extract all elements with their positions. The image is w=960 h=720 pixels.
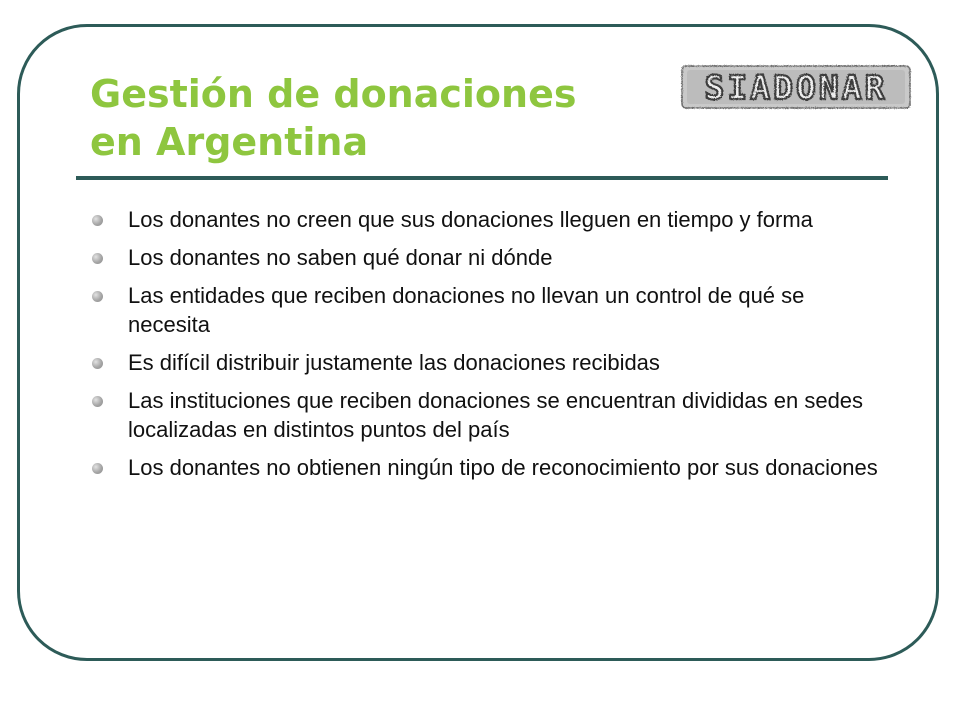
slide-title [90, 70, 576, 166]
bullet-icon [92, 463, 103, 474]
bullet-item [92, 348, 892, 377]
title-line-1: Gestión de donaciones [90, 72, 577, 116]
bullet-item [92, 453, 892, 482]
bullet-text: Los donantes no obtienen ningún tipo de reconocimiento por sus donaciones [128, 455, 878, 480]
title-line-2: en Argentina [90, 120, 369, 164]
bullet-text: Los donantes no saben qué donar ni dónde [128, 245, 553, 270]
bullet-icon [92, 215, 103, 226]
bullet-item [92, 243, 892, 272]
bullet-text: Las instituciones que reciben donaciones se encuentran divididas en sedes localizadas en distintos puntos del país [128, 388, 864, 442]
logo-text: SIADONAR [704, 68, 888, 107]
bullet-icon [92, 291, 103, 302]
bullet-icon [92, 253, 103, 264]
bullet-item [92, 386, 892, 444]
bullet-list [92, 205, 892, 491]
bullet-item [92, 205, 892, 234]
bullet-text: Es difícil distribuir justamente las donaciones recibidas [128, 350, 660, 375]
siadonar-logo [680, 62, 912, 112]
bullet-icon [92, 396, 103, 407]
title-divider [76, 176, 888, 180]
bullet-text: Las entidades que reciben donaciones no llevan un control de qué se necesita [128, 283, 805, 337]
bullet-icon [92, 358, 103, 369]
bullet-text: Los donantes no creen que sus donaciones lleguen en tiempo y forma [128, 207, 813, 232]
bullet-item [92, 281, 892, 339]
